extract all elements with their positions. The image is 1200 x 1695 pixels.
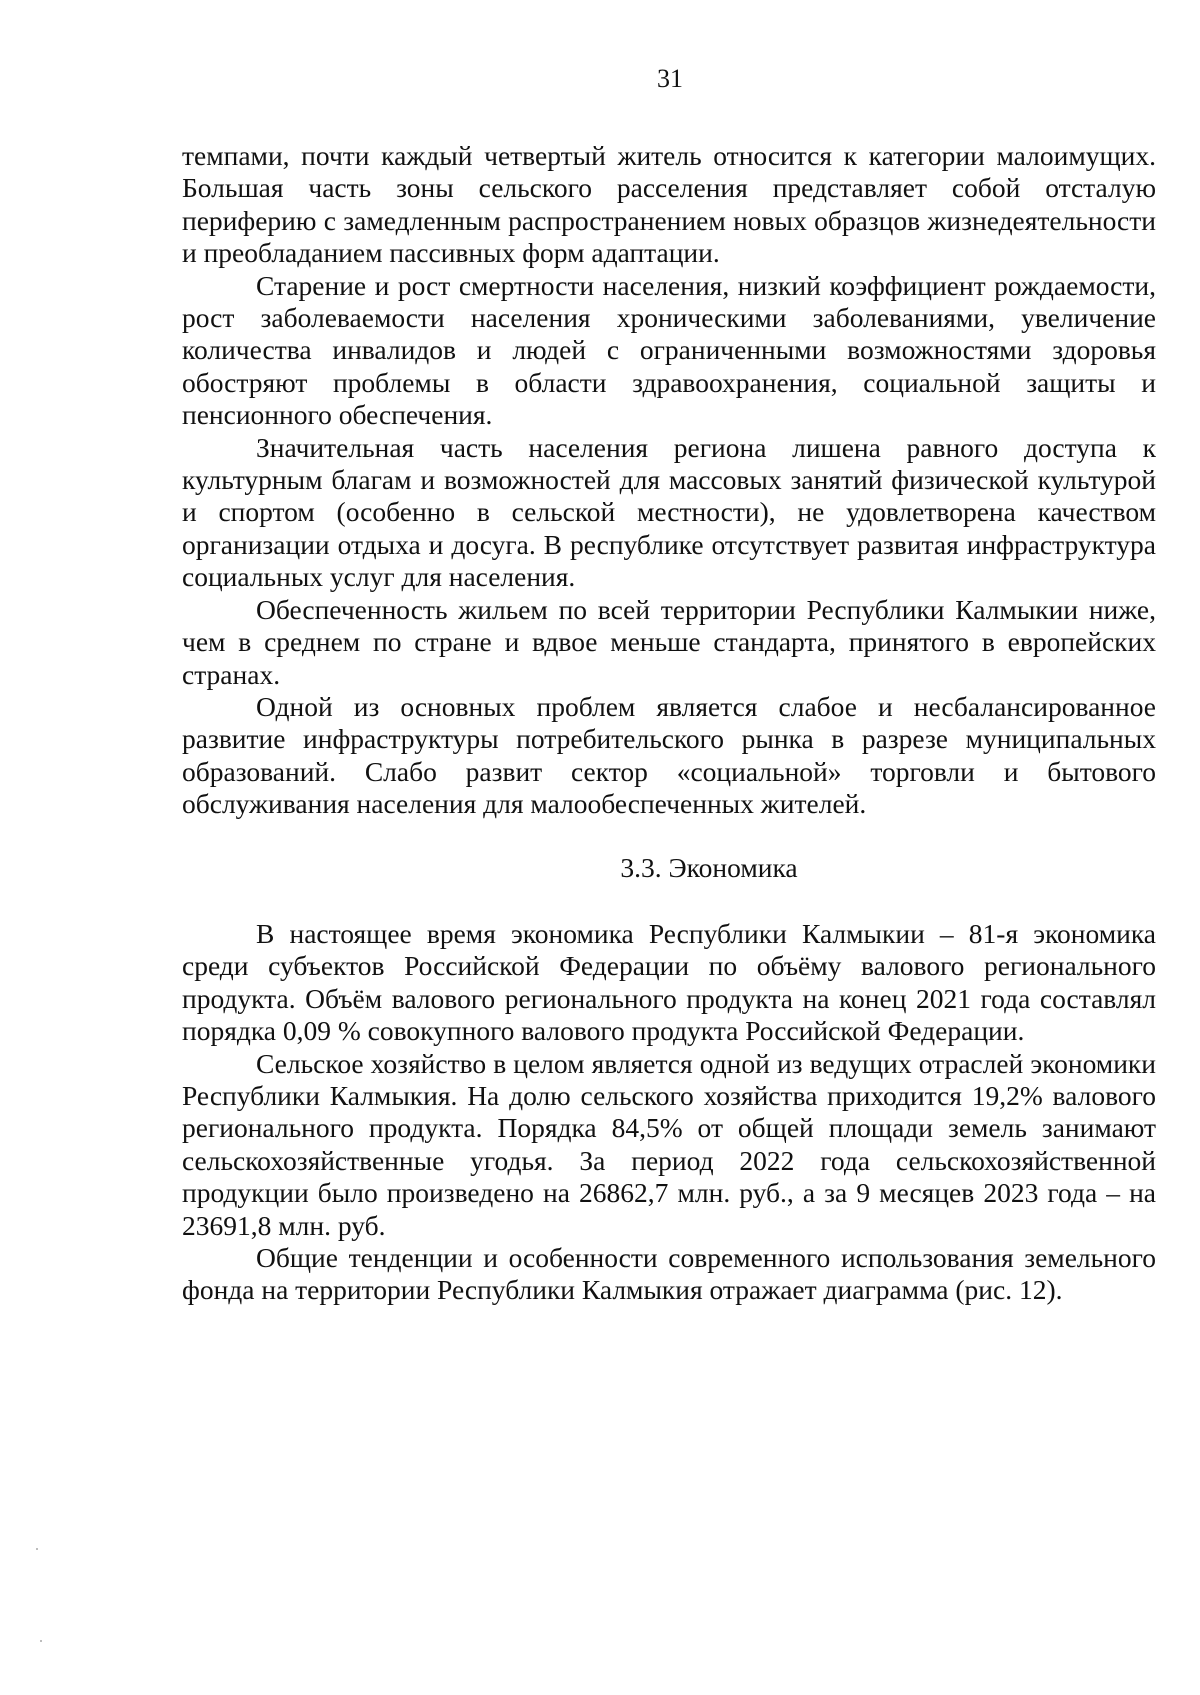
- paragraph: Обеспеченность жильем по всей территории Республики Калмыкии ниже, чем в среднем по стране и вдвое меньше стандарта, принятого в европейских странах.: [182, 593, 1156, 690]
- page-number: 31: [657, 64, 683, 93]
- paragraph: темпами, почти каждый четвертый житель относится к категории малоимущих. Большая часть зоны сельского расселения представляет собой отсталую периферию с замедленным распространением новых образцов жизнедеятельности и преобладанием пассивных форм адаптации.: [182, 140, 1156, 269]
- paragraph: Сельское хозяйство в целом является одной из ведущих отраслей экономики Республики Калмыкия. На долю сельского хозяйства приходится 19,2% валового регионального продукта. Порядка 84,5% от общей площади земель занимают сельскохозяйственные угодья. За период 2022 года сельскохозяйственной продукции было произведено на 26862,7 млн. руб., а за 9 месяцев 2023 года – на 23691,8 млн. руб.: [182, 1047, 1156, 1241]
- paragraph: Одной из основных проблем является слабое и несбалансированное развитие инфраструктуры потребительского рынка в разрезе муниципальных образований. Слабо развит сектор «социальной» торговли и бытового обслуживания населения для малообеспеченных жителей.: [182, 690, 1156, 820]
- text-section-economy: [182, 918, 1156, 1307]
- paragraph: Старение и рост смертности населения, низкий коэффициент рождаемости, рост заболеваемости населения хроническими заболеваниями, увеличение количества инвалидов и людей с ограниченными возможностями здоровья обостряют проблемы в области здравоохранения, социальной защиты и пенсионного обеспечения.: [182, 269, 1156, 431]
- text-section-social: [182, 140, 1156, 821]
- paragraph: Значительная часть населения региона лишена равного доступа к культурным благам и возможностей для массовых занятий физической культурой и спортом (особенно в сельской местности), не удовлетворена качеством организации отдыха и досуга. В республике отсутствует развитая инфраструктура социальных услуг для населения.: [182, 431, 1156, 593]
- section-heading: 3.3. Экономика: [620, 852, 798, 883]
- paragraph: В настоящее время экономика Республики Калмыкии – 81-я экономика среди субъектов Российской Федерации по объёму валового регионального продукта. Объём валового регионального продукта на конец 2021 года составлял порядка 0,09 % совокупного валового продукта Российской Федерации.: [182, 918, 1156, 1047]
- scan-artifact: [40, 1640, 42, 1642]
- paragraph: Общие тенденции и особенности современного использования земельного фонда на территории Республики Калмыкия отражает диаграмма (рис. 12).: [182, 1242, 1156, 1306]
- scan-artifact: [36, 1548, 38, 1550]
